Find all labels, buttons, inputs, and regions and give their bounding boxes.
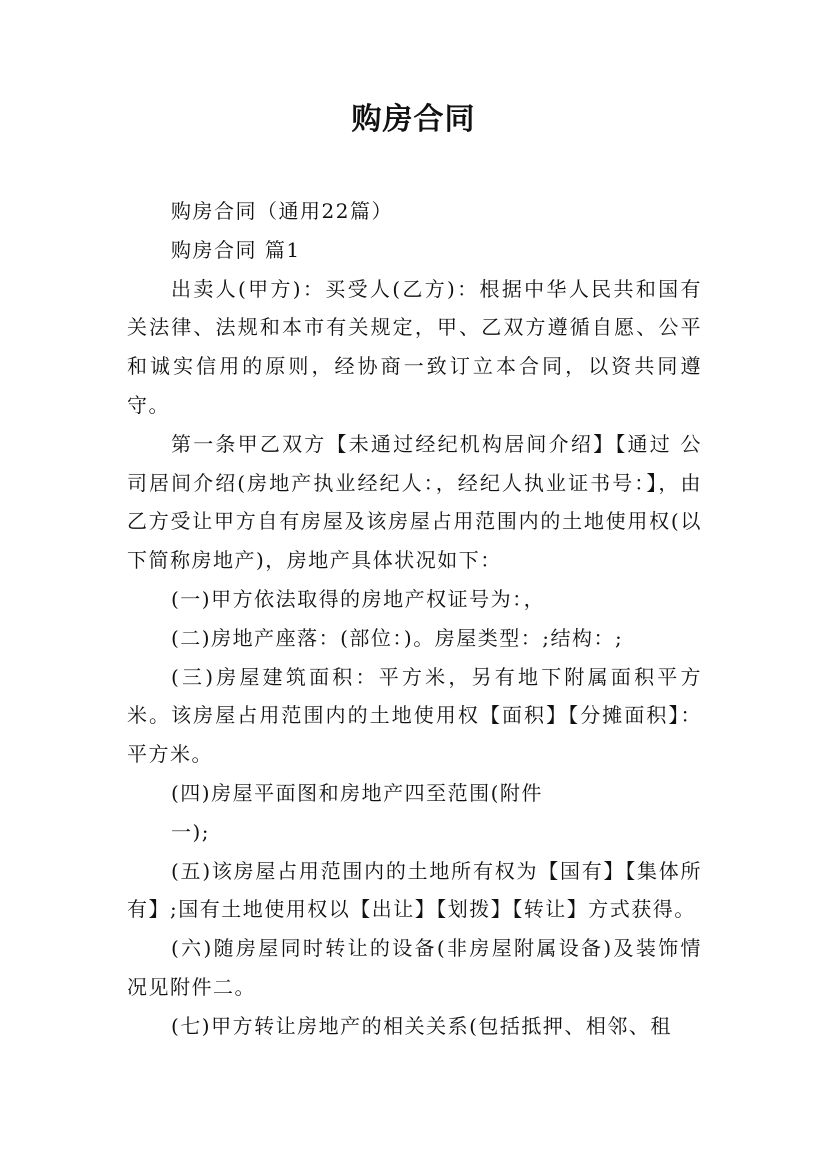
document-body xyxy=(127,192,702,1046)
paragraph-item-7: (七)甲方转让房地产的相关关系(包括抵押、相邻、租 xyxy=(171,1013,672,1038)
paragraph-article-one: 第一条甲乙双方【未通过经纪机构居间介绍】【通过 公司居间介绍(房地产执业经纪人：，经纪人执业证书号：】，由乙方受让甲方自有房屋及该房屋占用范围内的土地使用权(以下简称房地产)，房地产具体状况如下： xyxy=(127,431,702,573)
paragraph-parties: 出卖人(甲方)：买受人(乙方)：根据中华人民共和国有关法律、法规和本市有关规定，甲、乙双方遵循自愿、公平和诚实信用的原则，经协商一致订立本合同，以资共同遵守。 xyxy=(127,276,702,417)
paragraph-item-6: (六)随房屋同时转让的设备(非房屋附属设备)及装饰情况见附件二。 xyxy=(127,936,702,999)
paragraph-item-4: (四)房屋平面图和房地产四至范围(附件 xyxy=(171,780,543,805)
paragraph-item-3: (三)房屋建筑面积：平方米，另有地下附属面积平方米。该房屋占用范围内的土地使用权【面积】【分摊面积】：平方米。 xyxy=(127,664,702,767)
paragraph-subtitle: 购房合同（通用22篇） xyxy=(171,199,393,223)
paragraph-item-2: (二)房地产座落：(部位：)。房屋类型：;结构：; xyxy=(171,625,624,650)
paragraph-item-1: (一)甲方依法取得的房地产权证号为：， xyxy=(171,586,546,611)
paragraph-item-5: (五)该房屋占用范围内的土地所有权为【国有】【集体所有】;国有土地使用权以【出让】【划拨】【转让】方式获得。 xyxy=(127,858,702,922)
paragraph-section-heading: 购房合同 篇1 xyxy=(171,237,301,262)
document-title: 购房合同 xyxy=(351,102,476,137)
paragraph-item-4-cont: 一); xyxy=(171,819,211,844)
